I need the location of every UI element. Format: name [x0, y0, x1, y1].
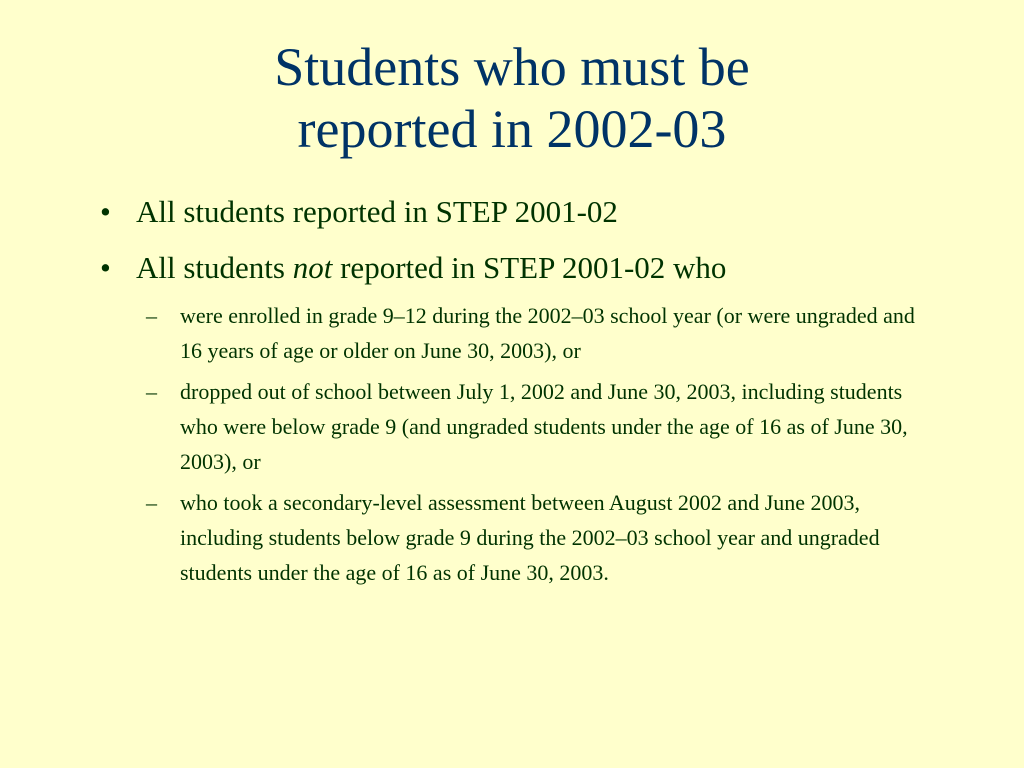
sub-bullet-item: [100, 298, 940, 368]
sub-bullet-item: [100, 374, 940, 479]
sub-bullet-marker: –: [146, 379, 157, 404]
sub-bullet-text: dropped out of school between July 1, 2002 and June 30, 2003, including students who were below grade 9 (and ungraded students under the age of 16 as of June 30, 2003), or: [180, 379, 908, 474]
bullet-item: [100, 248, 940, 590]
bullet-list: [100, 192, 940, 606]
bullet-item: [100, 192, 940, 232]
bullet-emphasis: not: [292, 250, 333, 285]
sub-bullet-marker: –: [146, 490, 157, 515]
bullet-text: [136, 250, 726, 285]
slide-title-line-2: reported in 2002-03: [297, 99, 727, 159]
bullet-text-part: reported in STEP 2001-02 who: [332, 250, 727, 285]
bullet-text-part: All students: [136, 250, 293, 285]
bullet-marker: •: [100, 194, 111, 229]
sub-bullet-list: [100, 298, 940, 590]
bullet-text: All students reported in STEP 2001-02: [136, 194, 618, 229]
bullet-marker: •: [100, 250, 111, 285]
sub-bullet-text: were enrolled in grade 9–12 during the 2002–03 school year (or were ungraded and 16 years of age or older on June 30, 2003), or: [180, 303, 915, 363]
sub-bullet-text: who took a secondary-level assessment between August 2002 and June 2003, including students below grade 9 during the 2002–03 school year and ungraded students under the age of 16 as of June 30, 2003.: [180, 490, 880, 585]
sub-bullet-item: [100, 485, 940, 590]
sub-bullet-marker: –: [146, 303, 157, 328]
slide-title: [0, 36, 1024, 160]
slide-title-line-1: Students who must be: [274, 37, 750, 97]
